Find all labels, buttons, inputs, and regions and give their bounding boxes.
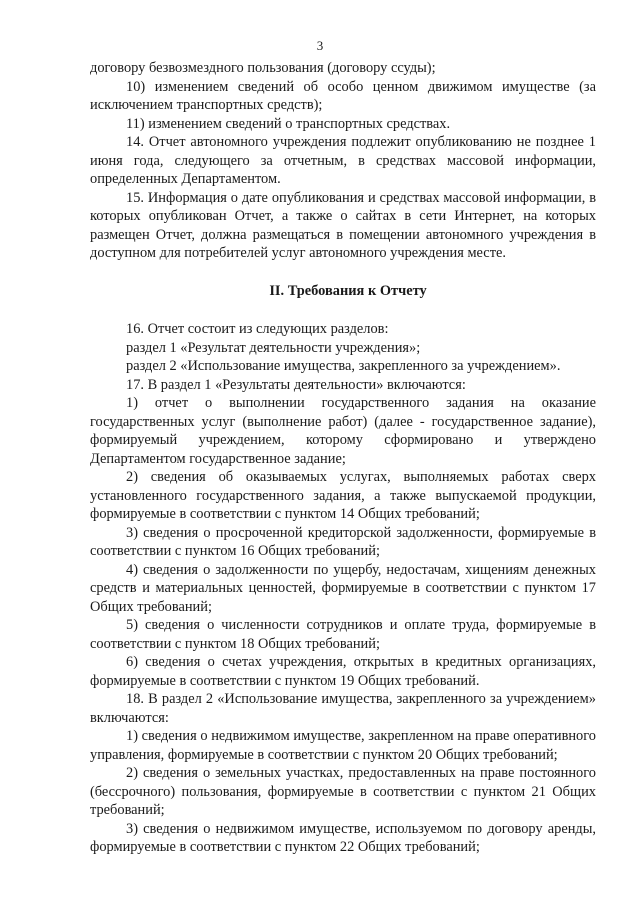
paragraph-17-item-1: 1) отчет о выполнении государственного задания на оказание государственных услуг (выполнение работ) (далее - государственное задание), формируемый учреждением, которому сформировано и утверждено Департаментом государственное задание; <box>90 395 596 467</box>
paragraph-item-11: 11) изменением сведений о транспортных средствах. <box>126 115 451 132</box>
paragraph-15: 15. Информация о дате опубликования и средствах массовой информации, в которых опубликован Отчет, а также о сайтах в сети Интернет, на которых размещен Отчет, должна размещаться в помещении автономного учреждения в доступном для потребителей услуг автономного учреждения месте. <box>90 189 596 261</box>
paragraph-18-item-2: 2) сведения о земельных участках, предоставленных на праве постоянного (бессрочного) пользования, формируемые в соответствии с пунктом 21 Общих требований; <box>90 765 596 818</box>
document-body <box>90 59 596 857</box>
paragraph-16-section-2: раздел 2 «Использование имущества, закрепленного за учреждением». <box>126 358 561 374</box>
paragraph-18-item-3: 3) сведения о недвижимом имуществе, используемом по договору аренды, формируемые в соответствии с пунктом 22 Общих требований; <box>90 820 596 855</box>
paragraph-18: 18. В раздел 2 «Использование имущества, закрепленного за учреждением» включаются: <box>90 691 596 726</box>
paragraph-continuation: договору безвозмездного пользования (договору ссуды); <box>90 60 436 76</box>
paragraph-17-item-5: 5) сведения о численности сотрудников и оплате труда, формируемые в соответствии с пунктом 18 Общих требований; <box>90 617 596 652</box>
paragraph-14: 14. Отчет автономного учреждения подлежит опубликованию не позднее 1 июня года, следующего за отчетным, в средствах массовой информации, определенных Департаментом. <box>90 134 596 187</box>
paragraph-17-item-6: 6) сведения о счетах учреждения, открытых в кредитных организациях, формируемые в соответствии с пунктом 19 Общих требований. <box>90 654 596 689</box>
paragraph-18-item-1: 1) сведения о недвижимом имуществе, закрепленном на праве оперативного управления, формируемые в соответствии с пунктом 20 Общих требований; <box>90 728 596 763</box>
paragraph-16-section-1: раздел 1 «Результат деятельности учреждения»; <box>126 339 421 356</box>
section-heading: II. Требования к Отчету <box>269 282 427 299</box>
paragraph-17-item-2: 2) сведения об оказываемых услугах, выполняемых работах сверх установленного государственного задания, а также выпускаемой продукции, формируемые в соответствии с пунктом 14 Общих требований; <box>90 469 596 522</box>
paragraph-17-item-3: 3) сведения о просроченной кредиторской задолженности, формируемые в соответствии с пунктом 16 Общих требований; <box>90 524 596 559</box>
paragraph-item-10: 10) изменением сведений об особо ценном движимом имуществе (за исключением транспортных средств); <box>90 78 596 113</box>
paragraph-17-item-4: 4) сведения о задолженности по ущербу, недостачам, хищениям денежных средств и материальных ценностей, формируемые в соответствии с пунктом 17 Общих требований; <box>90 561 596 615</box>
page-number: 3 <box>316 38 324 53</box>
paragraph-16: 16. Отчет состоит из следующих разделов: <box>126 321 389 337</box>
paragraph-17: 17. В раздел 1 «Результаты деятельности» включаются: <box>126 376 466 393</box>
